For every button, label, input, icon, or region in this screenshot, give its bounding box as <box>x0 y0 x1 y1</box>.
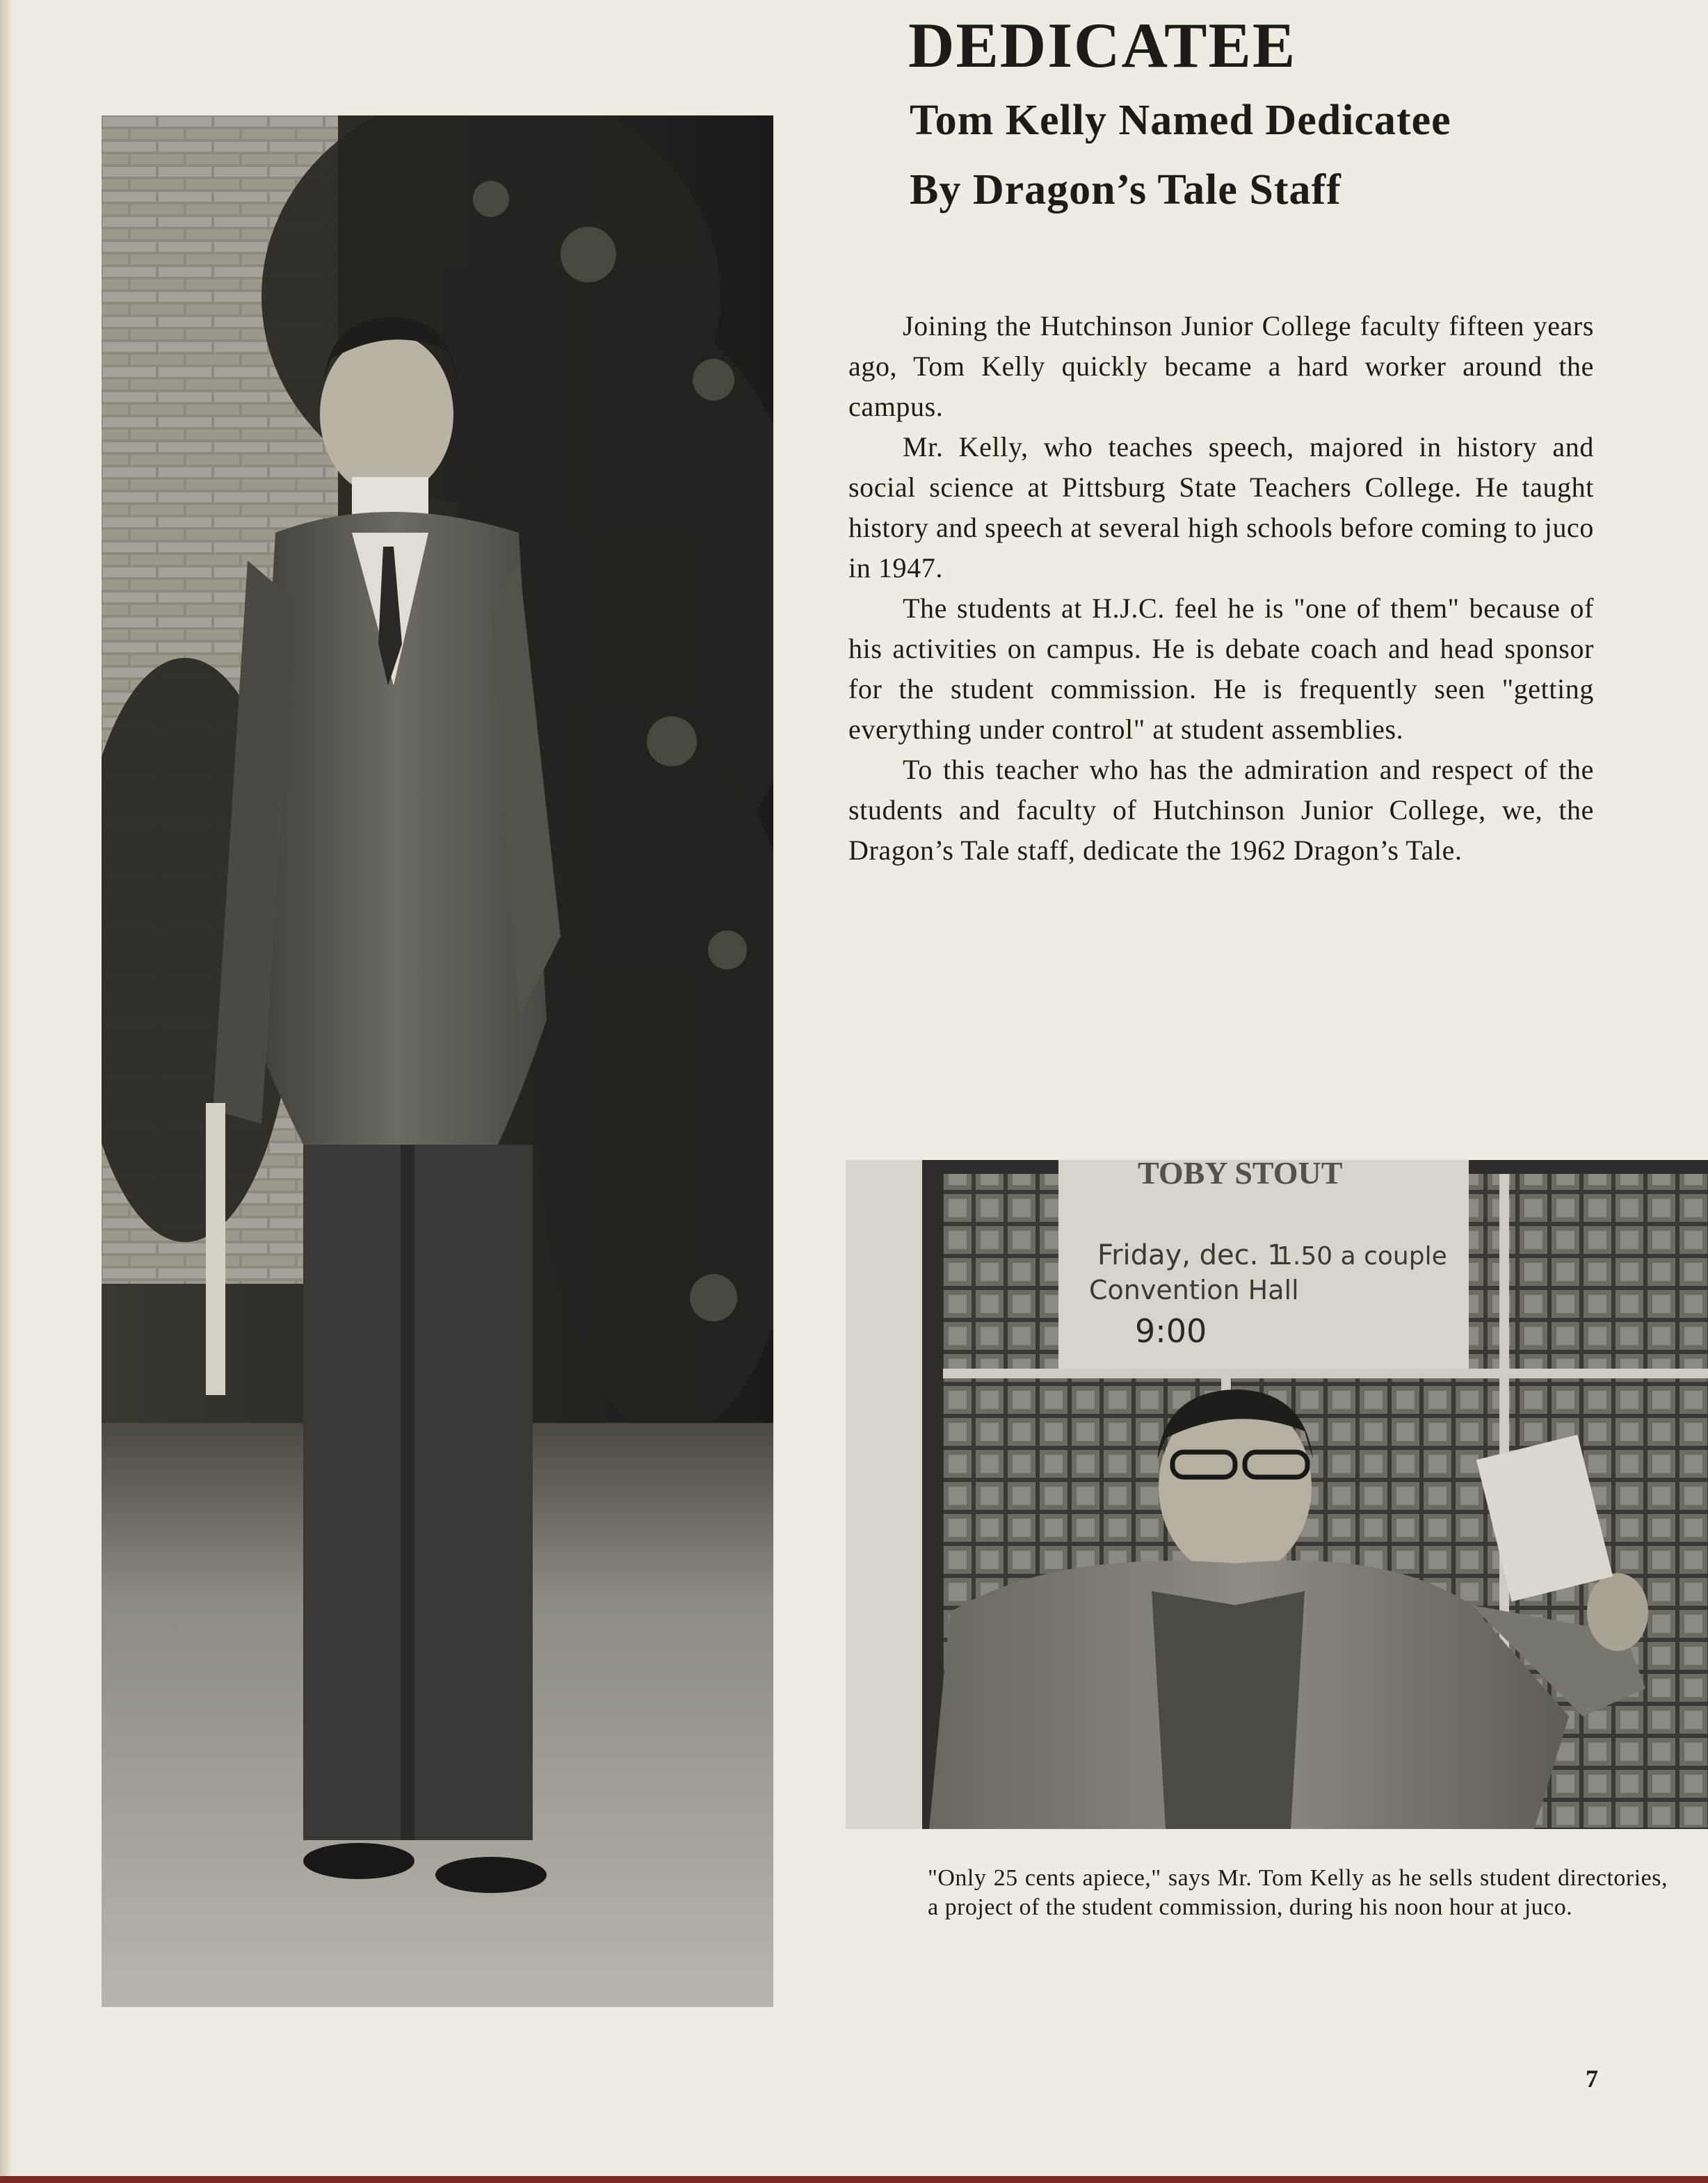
poster-time: 9:00 <box>1135 1312 1207 1350</box>
poster-price: 1.50 a couple <box>1277 1242 1447 1271</box>
article-paragraph: Mr. Kelly, who teaches speech, majored in history and social science at Pittsburg State Teachers College. He taught history and speech at several high schools before coming to juco in 1947. <box>848 431 1594 583</box>
poster-date: Friday, dec. 1 <box>1097 1239 1285 1271</box>
photo-caption: "Only 25 cents apiece," says Mr. Tom Kelly as he sells student directories, a project of the student commission, during his noon hour at juco. <box>928 1865 1668 1920</box>
page-bottom-edge <box>0 2176 1708 2183</box>
article-paragraph: To this teacher who has the admiration and respect of the students and faculty of Hutchinson Junior College, we, the Dragon’s Tale staff, dedicate the 1962 Dragon’s Tale. <box>848 754 1594 866</box>
article-paragraph: The students at H.J.C. feel he is "one of them" because of his activities on campus. He is debate coach and head sponsor for the student commission. He is frequently seen "getting everything under control" at student assemblies. <box>848 593 1594 745</box>
article-paragraph: Joining the Hutchinson Junior College faculty fifteen years ago, Tom Kelly quickly became a hard worker around the campus. <box>848 310 1594 422</box>
section-title: DEDICATEE <box>908 10 1297 81</box>
headline-line-2: By Dragon’s Tale Staff <box>910 166 1342 214</box>
poster-title: TOBY STOUT <box>1138 1160 1343 1191</box>
page-number: 7 <box>1586 2065 1598 2093</box>
directory-sale-photo <box>846 1160 1708 1829</box>
headline-line-1: Tom Kelly Named Dedicatee <box>910 97 1451 144</box>
page-edge <box>0 0 11 2183</box>
poster-place: Convention Hall <box>1089 1275 1299 1305</box>
portrait-photo <box>102 115 773 2007</box>
article-body <box>848 306 1594 871</box>
